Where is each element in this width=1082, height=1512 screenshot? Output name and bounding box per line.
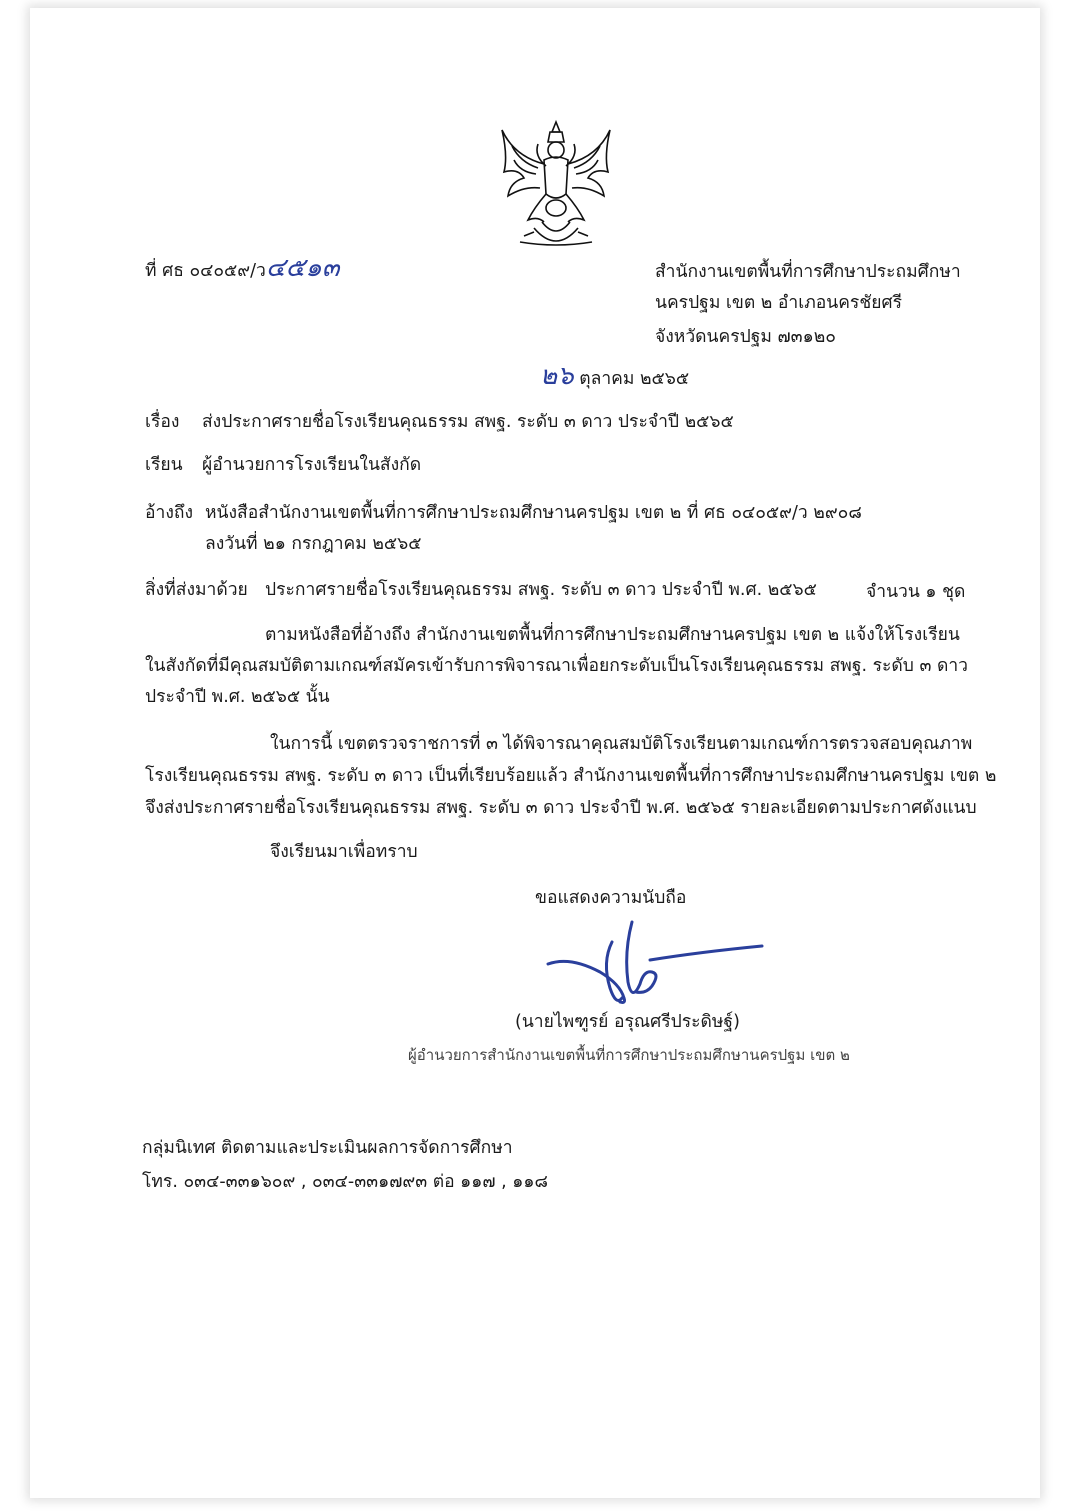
recipient-text: ผู้อำนวยการโรงเรียนในสังกัด (202, 455, 422, 475)
paragraph-3: จึงเรียนมาเพื่อทราบ (270, 842, 418, 862)
paragraph-1-line-2: ในสังกัดที่มีคุณสมบัติตามเกณฑ์สมัครเข้ารับการพิจารณาเพื่อยกระดับเป็นโรงเรียนคุณธรรม สพฐ. ระดับ ๓ ดาว (145, 656, 969, 676)
paragraph-1-line-1: ตามหนังสือที่อ้างถึง สำนักงานเขตพื้นที่การศึกษาประถมศึกษานครปฐม เขต ๒ แจ้งให้โรงเรียน (265, 625, 960, 645)
paragraph-2-line-1: ในการนี้ เขตตรวจราชการที่ ๓ ได้พิจารณาคุณสมบัติโรงเรียนตามเกณฑ์การตรวจสอบคุณภาพ (270, 734, 973, 754)
document-number (145, 253, 340, 283)
office-district: นครปฐม เขต ๒ อำเภอนครชัยศรี (655, 293, 902, 313)
date-month-year: ตุลาคม ๒๕๖๕ (579, 369, 690, 389)
enclosure-text: ประกาศรายชื่อโรงเรียนคุณธรรม สพฐ. ระดับ ๓ ดาว ประจำปี พ.ศ. ๒๕๖๕ (265, 580, 817, 600)
footer-department: กลุ่มนิเทศ ติดตามและประเมินผลการจัดการศึกษา (142, 1138, 513, 1158)
reference-line-1: หนังสือสำนักงานเขตพื้นที่การศึกษาประถมศึกษานครปฐม เขต ๒ ที่ ศธ ๐๔๐๕๙/ว ๒๙๐๘ (205, 503, 862, 523)
handwritten-signature (540, 912, 770, 1012)
recipient-label: เรียน (145, 455, 183, 475)
office-name: สำนักงานเขตพื้นที่การศึกษาประถมศึกษา (655, 262, 961, 282)
closing-salutation: ขอแสดงความนับถือ (535, 888, 687, 908)
paragraph-1-line-3: ประจำปี พ.ศ. ๒๕๖๕ นั้น (145, 687, 330, 707)
footer-phone: โทร. ๐๓๔-๓๓๑๖๐๙ , ๐๓๔-๓๓๑๗๙๓ ต่อ ๑๑๗ , ๑๑๘ (142, 1172, 548, 1192)
reference-label: อ้างถึง (145, 503, 194, 523)
date-day-handwritten: ๒๖ (540, 361, 574, 391)
paragraph-2-line-2: โรงเรียนคุณธรรม สพฐ. ระดับ ๓ ดาว เป็นที่เรียบร้อยแล้ว สำนักงานเขตพื้นที่การศึกษาประถมศึกษานครปฐม เขต ๒ (145, 766, 997, 786)
reference-line-2: ลงวันที่ ๒๑ กรกฎาคม ๒๕๖๕ (205, 534, 422, 554)
subject-label: เรื่อง (145, 412, 180, 432)
enclosure-quantity: จำนวน ๑ ชุด (866, 582, 966, 602)
subject-text: ส่งประกาศรายชื่อโรงเรียนคุณธรรม สพฐ. ระดับ ๓ ดาว ประจำปี ๒๕๖๕ (202, 412, 734, 432)
paragraph-2-line-3: จึงส่งประกาศรายชื่อโรงเรียนคุณธรรม สพฐ. ระดับ ๓ ดาว ประจำปี พ.ศ. ๒๕๖๕ รายละเอียดตามประกาศดังแนบ (145, 798, 977, 818)
office-province: จังหวัดนครปฐม ๗๓๑๒๐ (655, 327, 836, 347)
signer-name: (นายไพฑูรย์ อรุณศรีประดิษฐ์) (515, 1012, 740, 1032)
document-date (540, 361, 690, 391)
document-number-handwritten: ๔๕๑๓ (265, 253, 340, 283)
enclosure-label: สิ่งที่ส่งมาด้วย (145, 580, 248, 600)
signer-title: ผู้อำนวยการสำนักงานเขตพื้นที่การศึกษาประถมศึกษานครปฐม เขต ๒ (408, 1046, 850, 1064)
document-number-prefix: ที่ ศธ ๐๔๐๕๙/ว (145, 261, 266, 281)
garuda-emblem-icon (494, 116, 618, 256)
